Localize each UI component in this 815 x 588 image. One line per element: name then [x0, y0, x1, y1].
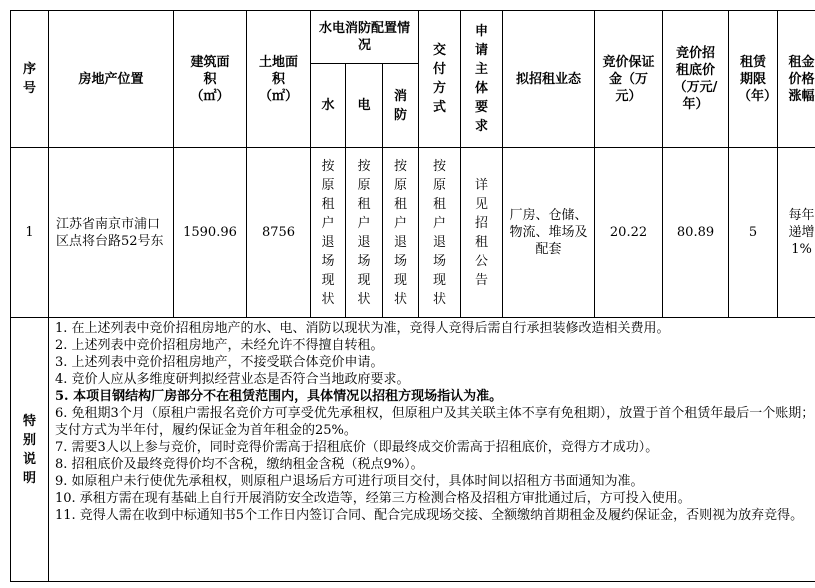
header-utilities-group: 水电消防配置情况 — [311, 11, 419, 64]
header-seq: 序号 — [11, 11, 49, 148]
cell-base-price: 80.89 — [663, 148, 729, 318]
header-deposit: 竞价保证金（万元） — [595, 11, 663, 148]
header-applicant-req: 申请主体要求 — [461, 11, 503, 148]
header-rent-increase: 租金价格涨幅 — [778, 11, 815, 148]
notes-cell — [49, 318, 815, 582]
header-lease-term: 租赁期限（年） — [729, 11, 778, 148]
note-item: 7. 需要3人以上参与竞价，同时竞得价需高于招租底价（即最终成交价需高于招租底价，竞得方才成功）。 — [55, 440, 659, 455]
cell-location: 江苏省南京市浦口区点将台路52号东 — [49, 148, 174, 318]
note-item-highlight: 5. 本项目钢结构厂房部分不在租赁范围内，具体情况以招租方现场指认为准。 — [55, 389, 503, 404]
cell-delivery: 按原租户退场现状 — [419, 148, 461, 318]
cell-deposit: 20.22 — [595, 148, 663, 318]
rental-listing-table — [10, 10, 815, 582]
note-item: 11. 竞得人需在收到中标通知书5个工作日内签订合同、配合完成现场交接、全额缴纳首期租金及履约保证金，否则视为放弃竞得。 — [55, 508, 804, 523]
note-item: 3. 上述列表中竞价招租房地产，不接受联合体竞价申请。 — [55, 355, 384, 370]
cell-water: 按原租户退场现状 — [311, 148, 346, 318]
header-water: 水 — [311, 64, 346, 148]
cell-building-area: 1590.96 — [174, 148, 247, 318]
cell-land-area: 8756 — [247, 148, 311, 318]
cell-lease-term: 5 — [729, 148, 778, 318]
note-item: 10. 承租方需在现有基础上自行开展消防安全改造等，经第三方检测合格及招租方审批通过后，方可投入使用。 — [55, 491, 691, 506]
header-building-area: 建筑面积（㎡） — [174, 11, 247, 148]
note-item: 2. 上述列表中竞价招租房地产，未经允许不得擅自转租。 — [55, 338, 384, 353]
note-item: 1. 在上述列表中竞价招租房地产的水、电、消防以现状为准，竞得人竞得后需自行承担装修改造相关费用。 — [55, 321, 670, 336]
cell-rent-increase: 每年递增1% — [778, 148, 815, 318]
header-delivery: 交付方式 — [419, 11, 461, 148]
cell-business-type: 厂房、仓储、物流、堆场及配套 — [503, 148, 595, 318]
header-business-type: 拟招租业态 — [503, 11, 595, 148]
notes-label: 特别说明 — [11, 318, 49, 582]
note-item: 9. 如原租户未行使优先承租权，则原租户退场后方可进行项目交付，具体时间以招租方书面通知为准。 — [55, 474, 644, 489]
header-base-price: 竞价招租底价（万元/年） — [663, 11, 729, 148]
note-item: 6. 免租期3个月（原租户需报名竞价方可享受优先承租权，但原租户及其关联主体不享有免租期），放置于首个租赁年最后一个账期；支付方式为半年付，履约保证金为首年租金的25%。 — [55, 406, 815, 438]
note-item: 4. 竞价人应从多维度研判拟经营业态是否符合当地政府要求。 — [55, 372, 410, 387]
header-location: 房地产位置 — [49, 11, 174, 148]
cell-applicant-req: 详见招租公告 — [461, 148, 503, 318]
header-land-area: 土地面积（㎡） — [247, 11, 311, 148]
note-item: 8. 招租底价及最终竞得价均不含税，缴纳租金含税（税点9%）。 — [55, 457, 424, 472]
cell-seq: 1 — [11, 148, 49, 318]
table-row — [11, 148, 815, 318]
header-fire: 消防 — [383, 64, 419, 148]
cell-fire: 按原租户退场现状 — [383, 148, 419, 318]
header-electricity: 电 — [346, 64, 383, 148]
cell-electricity: 按原租户退场现状 — [346, 148, 383, 318]
